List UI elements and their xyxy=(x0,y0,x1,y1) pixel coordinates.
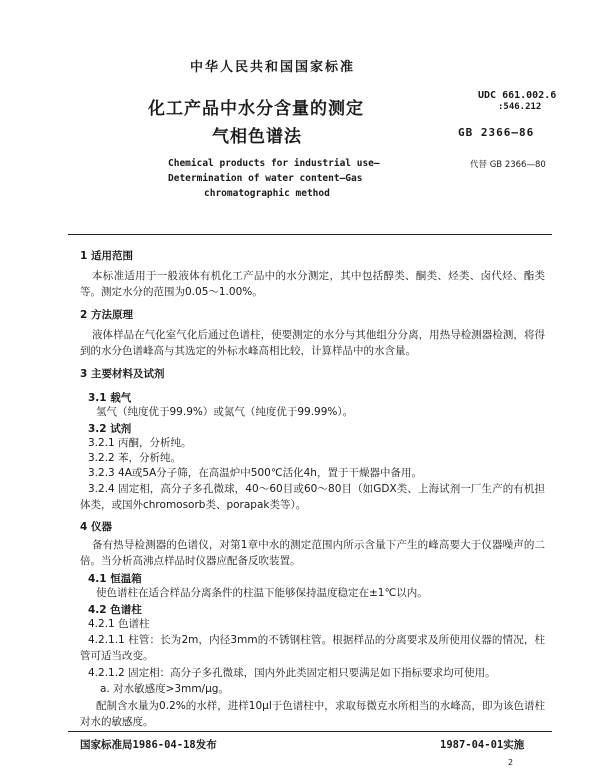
item-a: a. 对水敏感度>3mm/μg。 xyxy=(100,683,229,695)
section-3-2-4: 3.2.4 固定相，高分子多孔微球，40～60目或60～80目（如GDX类、上海试剂一厂生产的有机担体类，或国外chromosorb类、porapak类等）。 xyxy=(80,483,545,511)
section-3-2-3: 3.2.3 4A或5A分子筛，在高温炉中500℃活化4h，置于干燥器中备用。 xyxy=(88,467,422,479)
section-3-2-2: 3.2.2 苯，分析纯。 xyxy=(88,452,182,464)
item-a-text: 配制含水量为0.2%的水样，进样10μl于色谱柱中，求取每微克水所相当的水峰高，即为该色谱柱对水的敏感度。 xyxy=(80,700,545,728)
section-2-heading: 2 方法原理 xyxy=(80,309,133,321)
english-title-line-2: Determination of water content—Gas xyxy=(168,173,363,184)
section-4-text: 备有热导检测器的色谱仪，对第1章中水的测定范围内所示含量下产生的峰高要大于仪器噪声的二倍。当分析高沸点样品时仪器应配备反吹装置。 xyxy=(80,539,545,567)
header-divider xyxy=(68,234,552,235)
footer-divider xyxy=(68,731,552,732)
effective-date: 1987-04-01实施 xyxy=(440,739,525,751)
section-3-1-text: 氢气（纯度优于99.9%）或氮气（纯度优于99.99%）。 xyxy=(96,406,354,418)
section-3-heading: 3 主要材料及试剂 xyxy=(80,368,165,380)
document-subtitle: 气相色谱法 xyxy=(212,127,302,147)
section-4-1-heading: 4.1 恒温箱 xyxy=(88,573,142,585)
replaces-standard: 代替 GB 2366—80 xyxy=(470,160,546,170)
document-title: 化工产品中水分含量的测定 xyxy=(148,99,364,119)
udc-code: UDC 661.002.6 xyxy=(478,90,557,101)
section-1-heading: 1 适用范围 xyxy=(80,250,133,262)
section-4-2-1-2: 4.2.1.2 固定相：高分子多孔微球，国内外此类固定相只要满足如下指标要求均可使用。 xyxy=(88,667,496,679)
section-3-2-heading: 3.2 试剂 xyxy=(88,423,132,435)
english-title-line-1: Chemical products for industrial use— xyxy=(168,158,380,169)
issue-date: 国家标准局1986-04-18发布 xyxy=(80,739,217,751)
section-3-2-1: 3.2.1 丙酮，分析纯。 xyxy=(88,437,192,449)
section-4-2-1-1: 4.2.1.1 柱管：长为2m，内径3mm的不锈钢柱管。根据样品的分离要求及所使用仪器的情况，柱管可适当改变。 xyxy=(80,634,545,662)
section-2-text: 液体样品在气化室气化后通过色谱柱，使要测定的水分与其他组分分离，用热导检测器检测，将得到的水分色谱峰高与其选定的外标水峰高相比较，计算样品中的水含量。 xyxy=(80,329,545,357)
english-title-line-3: chromatographic method xyxy=(204,188,330,199)
section-4-1-text: 使色谱柱在适合样品分离条件的柱温下能够保持温度稳定在±1℃以内。 xyxy=(96,587,428,599)
standard-number: GB 2366—86 xyxy=(458,126,535,139)
page-number: 2 xyxy=(508,758,514,767)
issuing-country-standard-header: 中华人民共和国国家标准 xyxy=(190,60,356,75)
section-3-1-heading: 3.1 载气 xyxy=(88,392,132,404)
section-4-2-heading: 4.2 色谱柱 xyxy=(88,604,142,616)
section-4-heading: 4 仪器 xyxy=(80,521,112,533)
udc-code-continued: :546.212 xyxy=(498,102,542,112)
section-4-2-1: 4.2.1 色谱柱 xyxy=(88,618,150,630)
section-1-text: 本标准适用于一般液体有机化工产品中的水分测定，其中包括醇类、酮类、烃类、卤代烃、酯类等。测定水分的范围为0.05～1.00%。 xyxy=(80,270,545,298)
